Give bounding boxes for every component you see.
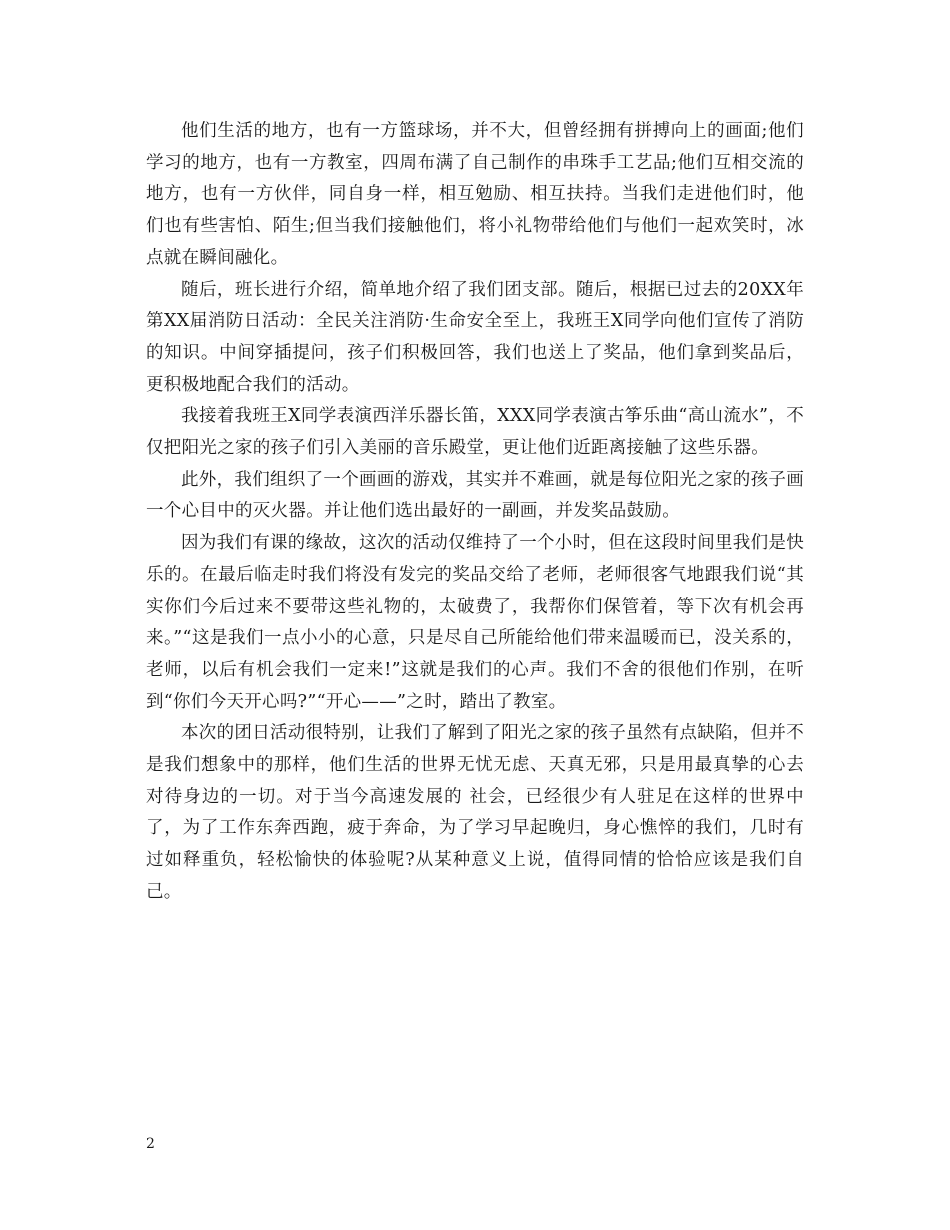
- paragraph: 本次的团日活动很特别，让我们了解到了阳光之家的孩子虽然有点缺陷，但并不是我们想象中的那样，他们生活的世界无忧无虑、天真无邪，只是用最真挚的心去对待身边的一切。对于当今高速发展的 社会，已经很少有人驻足在这样的世界中了，为了工作东奔西跑，疲于奔命，为了学习早起晚归，身心憔悴的我们，几时有过如释重负，轻松愉快的体验呢?从某种意义上说，值得同情的恰恰应该是我们自己。: [146, 723, 804, 902]
- paragraph: 我接着我班王X同学表演西洋乐器长笛，XXX同学表演古筝乐曲“高山流水”，不仅把阳光之家的孩子们引入美丽的音乐殿堂，更让他们近距离接触了这些乐器。: [146, 406, 804, 459]
- paragraph: 随后，班长进行介绍，简单地介绍了我们团支部。随后，根据已过去的20XX年第XX届消防日活动：全民关注消防·生命安全至上，我班王X同学向他们宣传了消防的知识。中间穿插提问，孩子们积极回答，我们也送上了奖品，他们拿到奖品后，更积极地配合我们的活动。: [146, 279, 804, 395]
- paragraph: 此外，我们组织了一个画画的游戏，其实并不难画，就是每位阳光之家的孩子画一个心目中的灭火器。并让他们选出最好的一副画，并发奖品鼓励。: [146, 469, 804, 522]
- page-number: 2: [146, 1136, 155, 1152]
- paragraph: 因为我们有课的缘故，这次的活动仅维持了一个小时，但在这段时间里我们是快乐的。在最后临走时我们将没有发完的奖品交给了老师，老师很客气地跟我们说“其实你们今后过来不要带这些礼物的，太破费了，我帮你们保管着，等下次有机会再来。”“这是我们一点小小的心意，只是尽自己所能给他们带来温暖而已，没关系的，老师，以后有机会我们一定来!”这就是我们的心声。我们不舍的很他们作别，在听到“你们今天开心吗?”“开心——”之时，踏出了教室。: [146, 533, 804, 712]
- body-text: [146, 116, 804, 909]
- paragraph: 他们生活的地方，也有一方篮球场，并不大，但曾经拥有拼搏向上的画面;他们学习的地方，也有一方教室，四周布满了自己制作的串珠手工艺品;他们互相交流的地方，也有一方伙伴，同自身一样，相互勉励、相互扶持。当我们走进他们时，他们也有些害怕、陌生;但当我们接触他们，将小礼物带给他们与他们一起欢笑时，冰点就在瞬间融化。: [146, 121, 804, 268]
